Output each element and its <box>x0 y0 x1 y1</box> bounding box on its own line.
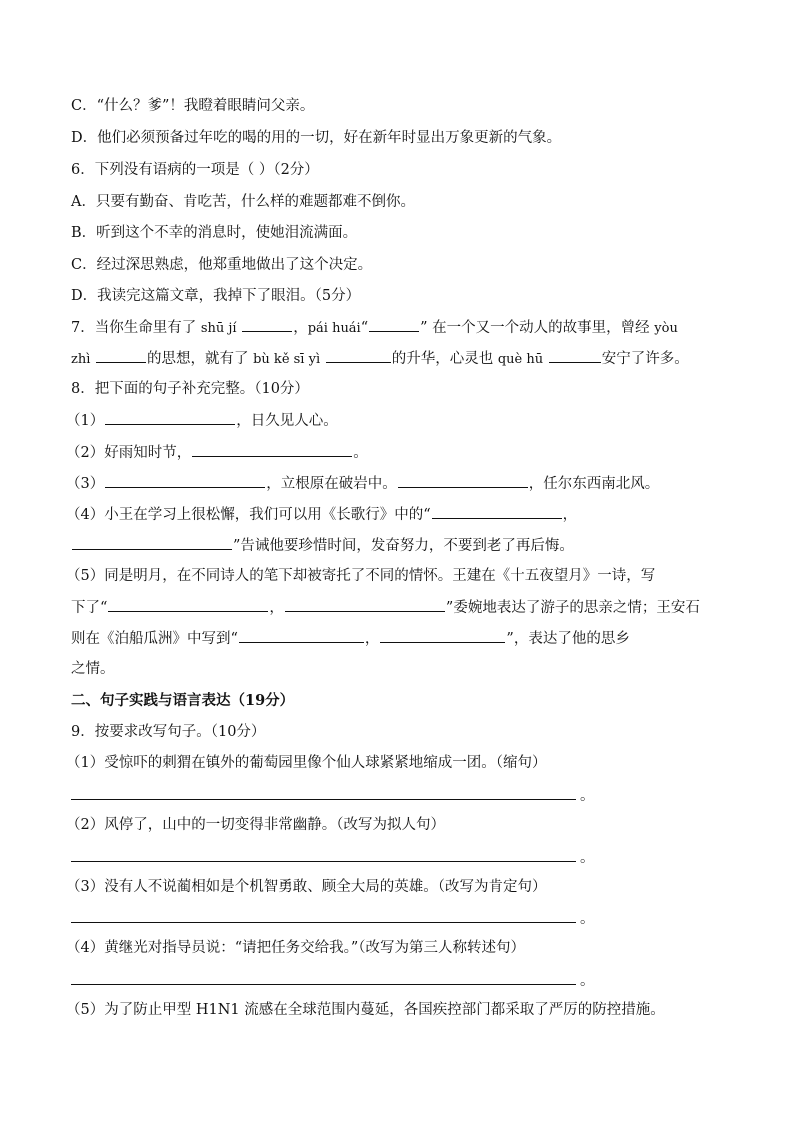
answer-blank[interactable] <box>549 348 601 363</box>
answer-blank[interactable] <box>192 442 352 457</box>
answer-blank[interactable] <box>326 348 391 363</box>
answer-blank[interactable] <box>242 317 292 332</box>
q8-text: ”告诫他要珍惜时间，发奋努力，不要到老了再后悔。 <box>233 538 574 554</box>
q9-item-5: （5）为了防止甲型 H1N1 流感在全球范围内蔓延，各国疾控部门都采取了严厉的防控措施。 <box>66 1002 665 1018</box>
q6-option-b: B．听到这个不幸的消息时，使她泪流满面。 <box>71 225 358 241</box>
answer-blank[interactable] <box>285 597 445 612</box>
period: 。 <box>580 973 595 989</box>
q9-stem: 9．按要求改写句子。（10分） <box>71 724 266 740</box>
q6-stem: 6．下列没有语病的一项是（ ）（2分） <box>71 162 319 178</box>
answer-blank[interactable] <box>105 410 235 425</box>
q8-text: 下了“ <box>71 600 108 616</box>
q8-text: （1） <box>66 413 105 429</box>
answer-blank[interactable] <box>239 628 364 643</box>
q7-text: ， <box>293 320 308 336</box>
answer-blank[interactable] <box>108 597 268 612</box>
q8-text: ，立根原在破岩中。 <box>266 476 397 492</box>
q8-item-3 <box>66 473 730 493</box>
q8-text: ， <box>269 600 284 616</box>
q8-text: （4）小王在学习上很松懈，我们可以用《长歌行》中的“ <box>66 507 431 523</box>
pinyin-prompt: yòu <box>654 321 678 336</box>
q8-text: ，日久见人心。 <box>236 413 338 429</box>
q8-text: ， <box>562 507 578 523</box>
q8-text: （2）好雨知时节， <box>66 445 192 461</box>
q6-option-c: C．经过深思熟虑，他郑重地做出了这个决定。 <box>71 257 373 273</box>
q8-item-5: （5）同是明月，在不同诗人的笔下却被寄托了不同的情怀。王建在《十五夜望月》一诗，写 <box>66 568 656 584</box>
pinyin-prompt: bù kě sī yì <box>253 352 321 367</box>
q8-item-5-cont2 <box>71 628 730 648</box>
q8-item-5-end: 之情。 <box>71 661 115 677</box>
answer-blank[interactable] <box>96 348 146 363</box>
answer-line[interactable] <box>71 922 576 923</box>
answer-line[interactable] <box>71 861 576 862</box>
q8-text: 。 <box>353 445 368 461</box>
q7-text: 7．当你生命里有了 <box>71 320 201 336</box>
q8-stem: 8．把下面的句子补充完整。（10分） <box>71 381 309 397</box>
pinyin-prompt: què hū <box>497 352 544 367</box>
q5-option-d: D．他们必须预备过年吃的喝的用的一切，好在新年时显出万象更新的气象。 <box>71 130 562 146</box>
q8-item-5-cont <box>71 597 730 617</box>
q9-item-2: （2）风停了，山中的一切变得非常幽静。（改写为拟人句） <box>66 817 445 833</box>
pinyin-prompt: zhì <box>71 352 91 367</box>
q8-text: ”委婉地表达了游子的思亲之情；王安石 <box>445 600 700 616</box>
q6-option-d: D．我读完这篇文章，我掉下了眼泪。（5分） <box>71 288 361 304</box>
q8-text: ”，表达了他的思乡 <box>506 631 630 647</box>
q7-line-1 <box>71 317 730 337</box>
q8-text: （3） <box>66 476 105 492</box>
q8-text: ，任尔东西南北风。 <box>528 476 660 492</box>
period: 。 <box>580 911 595 927</box>
q8-item-4 <box>66 504 730 524</box>
q9-item-3: （3）没有人不说蔺相如是个机智勇敢、顾全大局的英雄。（改写为肯定句） <box>66 879 547 895</box>
answer-blank[interactable] <box>105 473 265 488</box>
answer-blank[interactable] <box>72 535 232 550</box>
answer-blank[interactable] <box>369 317 419 332</box>
q8-item-1 <box>66 410 730 430</box>
q7-text: ” 在一个又一个动人的故事里，曾经 <box>420 320 655 336</box>
q7-text: 的升华，心灵也 <box>391 351 498 367</box>
q7-text: 的思想，就有了 <box>147 351 254 367</box>
q6-option-a: A．只要有勤奋、肯吃苦，什么样的难题都难不倒你。 <box>71 194 415 210</box>
pinyin-prompt: shū jí <box>200 321 237 336</box>
answer-blank[interactable] <box>432 504 562 519</box>
q8-item-4-cont <box>71 535 730 555</box>
q7-text: 安宁了许多。 <box>601 351 689 367</box>
q5-option-c: C．“什么？爹”！我瞪着眼睛问父亲。 <box>71 98 315 114</box>
q7-text: “ <box>360 320 369 336</box>
answer-line[interactable] <box>71 984 576 985</box>
q9-item-4: （4）黄继光对指导员说：“请把任务交给我。”（改写为第三人称转述句） <box>66 940 526 956</box>
pinyin-prompt: pái huái <box>307 321 361 336</box>
answer-blank[interactable] <box>380 628 505 643</box>
period: 。 <box>580 850 595 866</box>
q9-item-1: （1）受惊吓的刺猬在镇外的葡萄园里像个仙人球紧紧地缩成一团。（缩句） <box>66 755 547 771</box>
answer-blank[interactable] <box>398 473 528 488</box>
q8-text: ， <box>364 631 380 647</box>
answer-line[interactable] <box>71 799 576 800</box>
q8-text: 则在《泊船瓜洲》中写到“ <box>71 631 238 647</box>
period: 。 <box>580 788 595 804</box>
section-2-title: 二、句子实践与语言表达（19分） <box>71 692 295 709</box>
q8-item-2 <box>66 442 730 462</box>
q7-line-2 <box>71 348 730 368</box>
